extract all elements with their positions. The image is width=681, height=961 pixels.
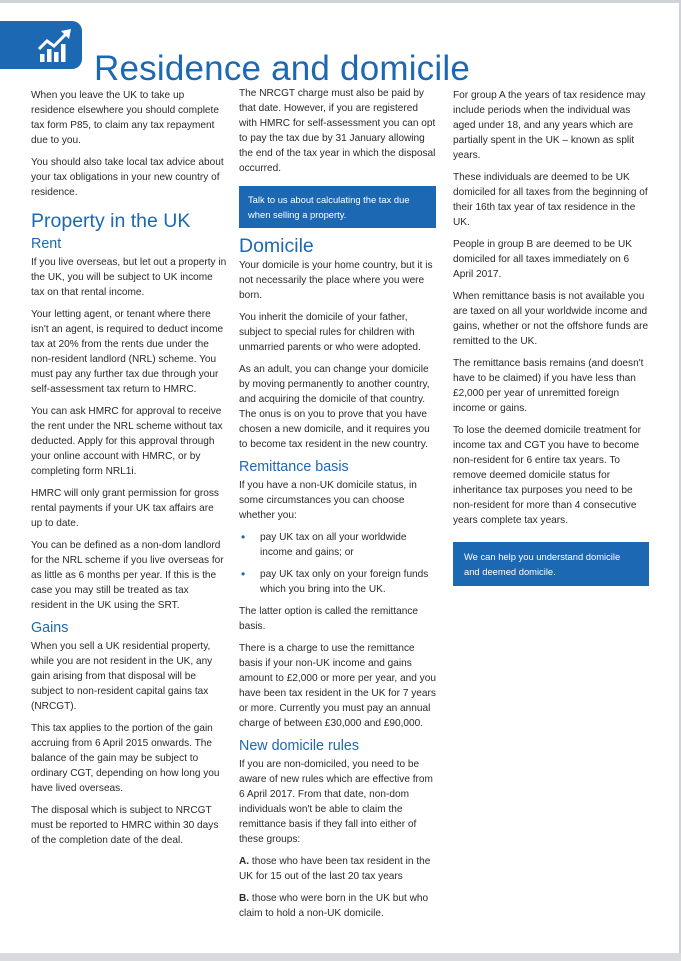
remittance-paragraph: The latter option is called the remittance basis.: [239, 606, 418, 632]
column-left: [31, 88, 227, 855]
group-a-item: [239, 854, 436, 884]
new-rules-intro: If you are non-domiciled, you need to be aware of new rules which are effective from 6 April 2017. From that date, non-dom individuals won't be able to claim the remittance basis if they fall into either of these groups:: [239, 759, 433, 845]
list-item-text: pay UK tax on all your worldwide income and gains; or: [260, 532, 407, 558]
intro-paragraph: When you leave the UK to take up residence elsewhere you should complete tax form P85, to claim any tax repayment due to you.: [31, 90, 219, 146]
column-middle: [239, 86, 436, 928]
bullet-icon: •: [241, 530, 246, 544]
nrcgt-paragraph: The NRCGT charge must also be paid by that date. However, if you are registered with HMRC for self-assessment you can opt to pay the tax due by 31 January allowing the end of the tax year in which the disposal occurred.: [239, 88, 436, 174]
callout-box-domicile: We can help you understand domicile and deemed domicile.: [453, 542, 649, 586]
paragraph: The remittance basis remains (and doesn't have to be claimed) if you have less than £2,000 per year of unremitted foreign income or gains.: [453, 358, 644, 414]
group-b-text: those who were born in the UK but who claim to hold a non-UK domicile.: [239, 893, 429, 919]
domicile-paragraph: You inherit the domicile of your father, subject to special rules for children with unmarried parents or who were adopted.: [239, 312, 421, 353]
rent-paragraph: You can ask HMRC for approval to receive the rent under the NRL scheme without tax deducted. Apply for this approval through your online account with HMRC, or by completing form NRL1i.: [31, 406, 223, 477]
gains-heading: Gains: [31, 620, 69, 636]
paragraph: To lose the deemed domicile treatment for income tax and CGT you have to become non-resident for 6 entire tax years. To remove deemed domicile status for inheritance tax purposes you need to be non-resident for more than 4 consecutive years complete tax years.: [453, 425, 641, 526]
column-right: [453, 88, 649, 592]
chart-growth-icon: [36, 27, 76, 65]
list-item: [239, 530, 436, 560]
paragraph: When remittance basis is not available you are taxed on all your worldwide income and gains, whether or not the offshore funds are remitted to the UK.: [453, 291, 649, 347]
bullet-icon: •: [241, 567, 246, 581]
domicile-paragraph: Your domicile is your home country, but it is not necessarily the place where you were born.: [239, 260, 433, 301]
domicile-paragraph: As an adult, you can change your domicile by moving permanently to another country, and acquiring the domicile of that country. The onus is on you to prove that you have chosen a new domicile, and it requires you to become tax resident in the new country.: [239, 364, 430, 450]
property-heading: Property in the UK: [31, 210, 191, 232]
group-b-item: [239, 891, 436, 921]
rent-paragraph: Your letting agent, or tenant where there isn't an agent, is required to deduct income tax at 20% from the rents due under the non-resident landlord (NRL) scheme. You must pay any further tax due through your self-assessment tax return to HMRC.: [31, 309, 224, 395]
rent-paragraph: You can be defined as a non-dom landlord for the NRL scheme if you live overseas for as little as 6 months per year. If this is the case you may still be treated as tax resident in the UK using the SRT.: [31, 540, 224, 611]
new-rules-heading: New domicile rules: [239, 738, 359, 754]
remittance-heading: Remittance basis: [239, 459, 349, 475]
rent-paragraph: If you live overseas, but let out a property in the UK, you will be subject to UK income tax on that rental income.: [31, 257, 227, 298]
domicile-heading: Domicile: [239, 235, 314, 257]
list-item-text: pay UK tax only on your foreign funds which you bring into the UK.: [260, 569, 429, 595]
remittance-paragraph: There is a charge to use the remittance basis if your non-UK income and gains amount to £2,000 or more per year, and you have been tax resident in the UK for 7 years or more. Currently you must pay an annual charge of between £30,000 and £90,000.: [239, 643, 436, 729]
rent-heading: Rent: [31, 236, 62, 252]
group-a-text: those who have been tax resident in the UK for 15 out of the last 20 tax years: [239, 856, 431, 882]
paragraph: These individuals are deemed to be UK domiciled for all taxes from the beginning of their 16th tax year of tax residence in the UK.: [453, 172, 648, 228]
intro-paragraph: You should also take local tax advice about your tax obligations in your new country of residence.: [31, 157, 224, 198]
page-title: Residence and domicile: [94, 49, 471, 89]
paragraph: People in group B are deemed to be UK domiciled for all taxes immediately on 6 April 2017.: [453, 239, 633, 280]
paragraph: For group A the years of tax residence may include periods when the individual was aged under 18, and any years which are partially spent in the UK – known as split years.: [453, 90, 646, 161]
page-top-border: [0, 0, 681, 3]
section-logo: [0, 21, 82, 69]
callout-box-property: Talk to us about calculating the tax due when selling a property.: [239, 186, 436, 228]
remittance-intro: If you have a non-UK domicile status, in some circumstances you can choose whether you:: [239, 480, 417, 521]
remittance-options-list: [239, 530, 436, 597]
group-a-label: A.: [239, 856, 250, 867]
gains-paragraph: When you sell a UK residential property, while you are not resident in the UK, any gain arising from that disposal will be subject to non-resident capital gains tax (NRCGT).: [31, 641, 213, 712]
rent-paragraph: HMRC will only grant permission for gross rental payments if your UK tax affairs are up to date.: [31, 488, 219, 529]
gains-paragraph: This tax applies to the portion of the gain accruing from 6 April 2015 onwards. The balance of the gain may be subject to ordinary CGT, depending on how long you have lived overseas.: [31, 723, 220, 794]
list-item: [239, 567, 436, 597]
group-b-label: B.: [239, 893, 250, 904]
page-bottom-border: [0, 953, 681, 961]
gains-paragraph: The disposal which is subject to NRCGT must be reported to HMRC within 30 days of the completion date of the deal.: [31, 805, 219, 846]
